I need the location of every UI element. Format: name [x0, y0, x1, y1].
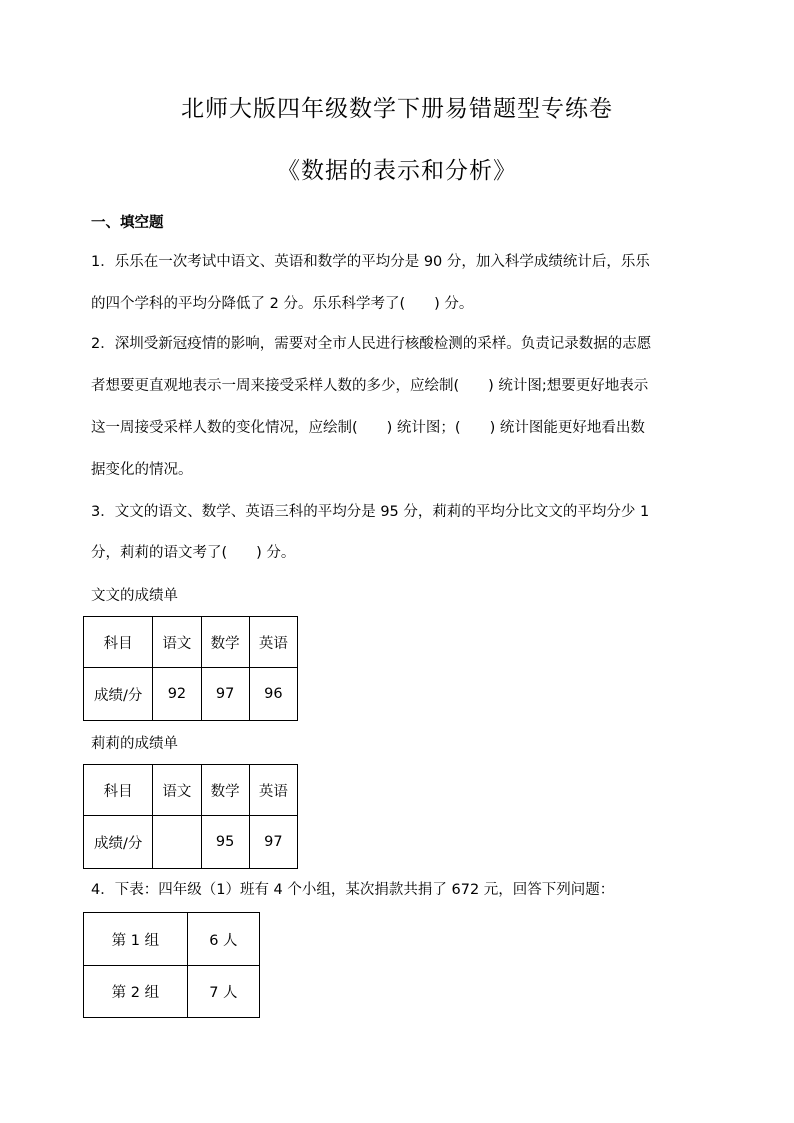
question-3-line-1: 3．文文的语文、数学、英语三科的平均分是 95 分，莉莉的平均分比文文的平均分少 1: [91, 504, 650, 520]
table-cell: 第 2 组: [84, 966, 188, 1018]
table-cell: 92: [153, 668, 201, 721]
table-row: [84, 913, 260, 966]
table-cell: 97: [249, 816, 297, 869]
question-3-line-2: 分，莉莉的语文考了( ) 分。: [91, 545, 296, 561]
question-1-line-2: 的四个学科的平均分降低了 2 分。乐乐科学考了( ) 分。: [91, 296, 474, 312]
table-cell: 英语: [249, 617, 297, 668]
question-2-line-3: 这一周接受采样人数的变化情况，应绘制( ) 统计图；( ) 统计图能更好地看出数: [91, 420, 645, 436]
question-4-line-1: 4．下表：四年级（1）班有 4 个小组，某次捐款共捐了 672 元，回答下列问题：: [91, 882, 615, 898]
page-subtitle: 《数据的表示和分析》: [277, 158, 517, 184]
table-cell: 语文: [153, 617, 201, 668]
table-cell: 科目: [84, 765, 153, 816]
table-header-row: [84, 617, 298, 668]
table-cell: 95: [201, 816, 249, 869]
group-table: [83, 912, 260, 1018]
question-2-line-1: 2．深圳受新冠疫情的影响，需要对全市人民进行核酸检测的采样。负责记录数据的志愿: [91, 336, 652, 352]
table-cell: 6 人: [187, 913, 259, 966]
table-cell: 96: [249, 668, 297, 721]
table-2-caption: 莉莉的成绩单: [91, 736, 178, 752]
table-cell: 语文: [153, 765, 201, 816]
score-table-wenwen: [83, 616, 298, 721]
table-cell: 数学: [201, 617, 249, 668]
section-heading: 一、填空题: [91, 215, 164, 231]
table-cell: 成绩/分: [84, 668, 153, 721]
table-cell: 科目: [84, 617, 153, 668]
question-1-line-1: 1．乐乐在一次考试中语文、英语和数学的平均分是 90 分，加入科学成绩统计后，乐乐: [91, 254, 650, 270]
table-cell: 7 人: [187, 966, 259, 1018]
table-row: [84, 816, 298, 869]
page-title: 北师大版四年级数学下册易错题型专练卷: [181, 96, 613, 122]
table-cell: 97: [201, 668, 249, 721]
table-cell: [153, 816, 201, 869]
table-row: [84, 966, 260, 1018]
table-header-row: [84, 765, 298, 816]
table-1-caption: 文文的成绩单: [91, 588, 178, 604]
score-table-lili: [83, 764, 298, 869]
question-2-line-4: 据变化的情况。: [91, 462, 193, 478]
table-cell: 英语: [249, 765, 297, 816]
table-cell: 数学: [201, 765, 249, 816]
question-2-line-2: 者想要更直观地表示一周来接受采样人数的多少，应绘制( ) 统计图;想要更好地表示: [91, 378, 649, 394]
table-cell: 第 1 组: [84, 913, 188, 966]
table-row: [84, 668, 298, 721]
table-cell: 成绩/分: [84, 816, 153, 869]
